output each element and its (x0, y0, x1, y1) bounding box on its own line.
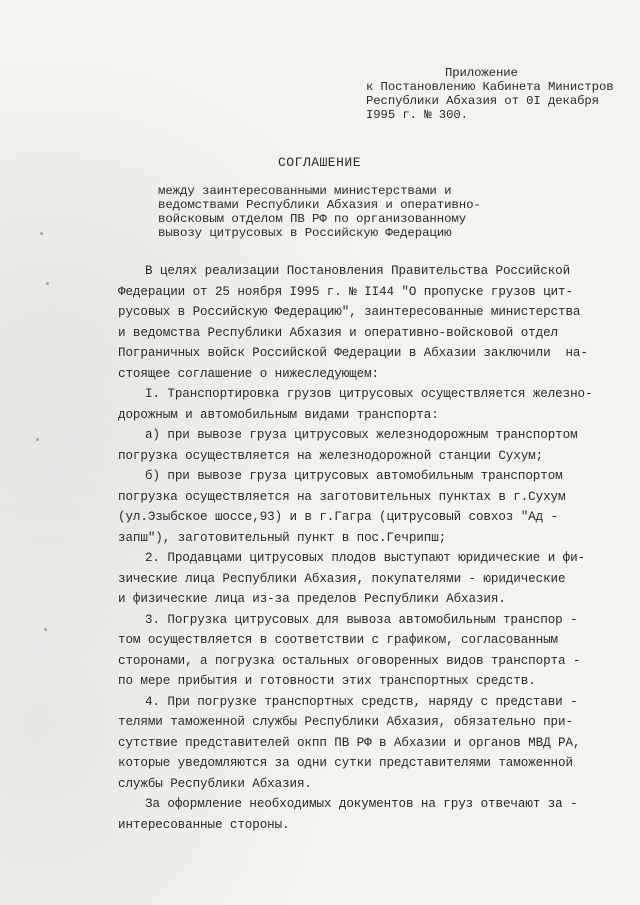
body-line: б) при вывозе груза цитрусовых автомобильным транспортом (145, 469, 563, 483)
body-line: интересованные стороны. (118, 818, 290, 832)
body-line: сутствие представителей окпп ПВ РФ в Абхазии и органов МВД РА, (118, 736, 581, 750)
body-line: дорожным и автомобильным видами транспорта: (118, 408, 439, 422)
body-line: 3. Погрузка цитрусовых для вывоза автомобильным транспор - (145, 613, 578, 627)
body-line: которые уведомляются за одни сутки представителями таможенной (118, 756, 573, 770)
document-title: СОГЛАШЕНИЕ (278, 155, 362, 170)
appendix-line-4: I995 г. № 300. (366, 108, 468, 122)
body-line: по мере прибытия и готовности этих транспортных средств. (118, 674, 536, 688)
body-line: службы Республики Абхазия. (118, 777, 312, 791)
body-line: запш"), заготовительный пункт в пос.Гечрипш; (118, 531, 447, 545)
scan-speck (36, 438, 39, 441)
appendix-line-1: Приложение (445, 66, 518, 80)
body-line: 4. При погрузке транспортных средств, наряду с представи - (145, 695, 578, 709)
body-line: том осуществляется в соответствии с графиком, согласованным (118, 633, 558, 647)
body-line: и физические лица из-за пределов Республики Абхазия. (118, 592, 506, 606)
body-line: и ведомства Республики Абхазия и оперативно-войсковой отдел (118, 326, 558, 340)
body-line: русовых в Российскую Федерацию", заинтересованные министерства (118, 305, 581, 319)
body-line: погрузка осуществляется на заготовительных пунктах в г.Сухум (118, 490, 566, 504)
appendix-line-3: Республики Абхазия от 0I декабря (366, 94, 599, 108)
body-line: Федерации от 25 ноября I995 г. № II44 "О пропуске грузов цит- (118, 285, 573, 299)
body-line: погрузка осуществляется на железнодорожной станции Сухум; (118, 449, 544, 463)
body-line: Пограничных войск Российской Федерации в Абхазии заключили на- (118, 346, 588, 360)
body-line: 2. Продавцами цитрусовых плодов выступают юридические и фи- (145, 551, 585, 565)
scan-speck (44, 628, 47, 631)
scan-speck (40, 232, 43, 235)
body-line: (ул.Эзыбское шоссе,93) и в г.Гагра (цитрусовый совхоз "Ад - (118, 510, 558, 524)
body-line: стоящее соглашение о нижеследующем: (118, 367, 380, 381)
appendix-line-2: к Постановлению Кабинета Министров (366, 80, 614, 94)
body-line: а) при вывозе груза цитрусовых железнодорожным транспортом (145, 428, 578, 442)
body-line: зические лица Республики Абхазия, покупателями - юридические (118, 572, 566, 586)
subtitle-line-4: вывозу цитрусовых в Российскую Федерацию (158, 226, 452, 240)
body-line: сторонами, а погрузка остальных оговоренных видов транспорта - (118, 654, 581, 668)
subtitle-line-2: ведомствами Республики Абхазия и оперативно- (158, 198, 481, 212)
body-line: I. Транспортировка грузов цитрусовых осуществляется железно- (145, 387, 593, 401)
subtitle-line-3: войсковым отделом ПВ РФ по организованному (158, 212, 467, 226)
body-line: В целях реализации Постановления Правительства Российской (145, 264, 571, 278)
scan-speck (46, 282, 49, 285)
subtitle-line-1: между заинтересованными министерствами и (158, 184, 452, 198)
body-line: За оформление необходимых документов на груз отвечают за - (145, 797, 578, 811)
body-line: телями таможенной службы Республики Абхазия, обязательно при- (118, 715, 573, 729)
